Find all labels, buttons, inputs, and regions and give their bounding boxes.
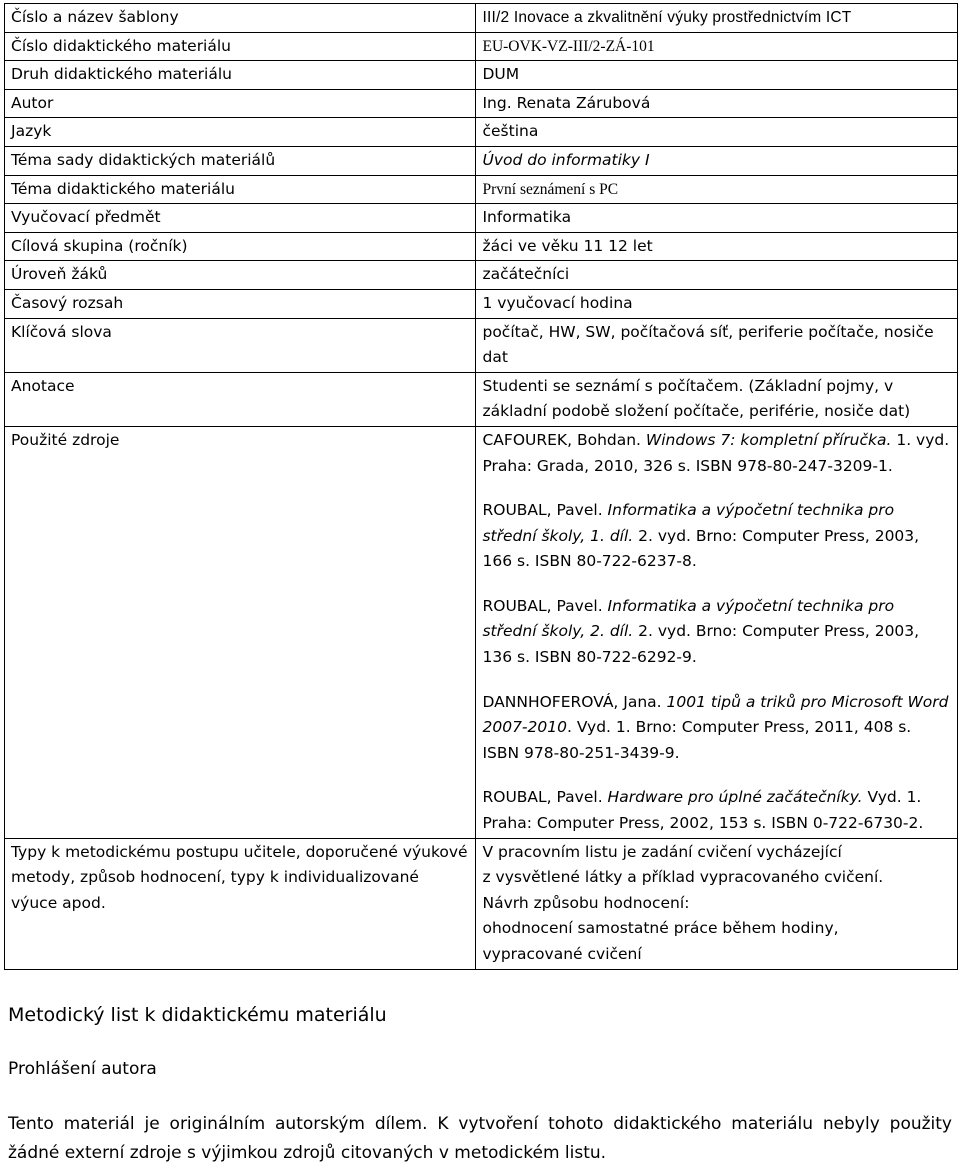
declaration-text: Tento materiál je originálním autorským dílem. K vytvoření tohoto didaktického materiálu nebyly použity žádné externí zdroje s výjimkou zdrojů citovaných v metodickém listu.: [8, 1114, 952, 1163]
methods-line: z vysvětlené látky a příklad vypracovaného cvičení.: [482, 868, 884, 887]
table-row: [5, 261, 958, 290]
methods-line: V pracovním listu je zadání cvičení vycházející: [482, 842, 842, 861]
row-value: III/2 Inovace a zkvalitnění výuky prostřednictvím ICT: [476, 4, 958, 33]
metadata-table: [4, 3, 958, 970]
source-details: 2. vyd. Brno: Computer Press, 2003, 136 s. ISBN 80-722-6292-9.: [482, 622, 920, 667]
row-value: EU-OVK-VZ-III/2-ZÁ-101: [476, 32, 958, 61]
table-row: [5, 838, 958, 969]
source-entry: [482, 428, 951, 479]
source-title: Informatika a výpočetní technika pro střední školy, 2. díl.: [482, 596, 895, 641]
source-entry: [482, 594, 951, 671]
row-label: Anotace: [5, 372, 476, 426]
table-row: [5, 32, 958, 61]
row-label: Typy k metodickému postupu učitele, doporučené výukové metody, způsob hodnocení, typy k individualizované výuce apod.: [5, 838, 476, 969]
row-value: [476, 146, 958, 175]
table-row: [5, 118, 958, 147]
table-row: [5, 289, 958, 318]
row-label: Úroveň žáků: [5, 261, 476, 290]
table-row: [5, 232, 958, 261]
document: [4, 3, 958, 970]
row-value: žáci ve věku 11 12 let: [476, 232, 958, 261]
source-author: CAFOUREK, Bohdan.: [482, 430, 646, 449]
row-label: Jazyk: [5, 118, 476, 147]
row-label: Číslo didaktického materiálu: [5, 32, 476, 61]
table-row: [5, 175, 958, 204]
row-label: Autor: [5, 89, 476, 118]
table-row: [5, 426, 958, 838]
table-row: [5, 372, 958, 426]
source-author: ROUBAL, Pavel.: [482, 501, 608, 520]
source-entry: [482, 690, 951, 767]
row-value: začátečníci: [476, 261, 958, 290]
source-title: Windows 7: kompletní příručka.: [645, 430, 892, 449]
table-row: [5, 89, 958, 118]
table-row: [5, 61, 958, 90]
source-author: ROUBAL, Pavel.: [482, 596, 608, 615]
row-value: Studenti se seznámí s počítačem. (Základní pojmy, v základní podobě složení počítače, periférie, nosiče dat): [476, 372, 958, 426]
row-value: 1 vyučovací hodina: [476, 289, 958, 318]
source-entry: [482, 498, 951, 575]
methodical-sheet-heading: Metodický list k didaktickému materiálu: [8, 1004, 387, 1026]
row-value: Informatika: [476, 204, 958, 233]
source-details: Vyd. 1. Praha: Computer Press, 2002, 153 s. ISBN 0-722-6730-2.: [482, 788, 924, 833]
row-label: Klíčová slova: [5, 318, 476, 372]
author-declaration-heading: Prohlášení autora: [8, 1059, 157, 1079]
row-value-italic: Úvod do informatiky I: [482, 150, 650, 169]
row-label: Vyučovací předmět: [5, 204, 476, 233]
row-value: Ing. Renata Zárubová: [476, 89, 958, 118]
row-label: Téma sady didaktických materiálů: [5, 146, 476, 175]
row-label: Číslo a název šablony: [5, 4, 476, 33]
source-details: 1. vyd. Praha: Grada, 2010, 326 s. ISBN 978-80-247-3209-1.: [482, 430, 950, 475]
row-label: Použité zdroje: [5, 426, 476, 838]
row-value: DUM: [476, 61, 958, 90]
source-title: Informatika a výpočetní technika pro střední školy, 1. díl.: [482, 501, 895, 545]
methods-cell: [476, 838, 958, 969]
table-row: [5, 204, 958, 233]
table-row: [5, 146, 958, 175]
row-label: Cílová skupina (ročník): [5, 232, 476, 261]
table-row: [5, 318, 958, 372]
source-details: . Vyd. 1. Brno: Computer Press, 2011, 408 s. ISBN 978-80-251-3439-9.: [482, 718, 912, 762]
source-title: Hardware pro úplné začátečníky.: [607, 788, 863, 807]
source-author: DANNHOFEROVÁ, Jana.: [482, 692, 667, 711]
methods-line: vypracované cvičení: [482, 945, 642, 963]
methods-line: Návrh způsobu hodnocení:: [482, 893, 690, 912]
source-details: 2. vyd. Brno: Computer Press, 2003, 166 s. ISBN 80-722-6237-8.: [482, 526, 920, 571]
table-row: [5, 4, 958, 33]
row-label: Téma didaktického materiálu: [5, 175, 476, 204]
row-value: čeština: [476, 118, 958, 147]
row-value: První seznámení s PC: [476, 175, 958, 204]
row-value: počítač, HW, SW, počítačová síť, periferie počítače, nosiče dat: [476, 318, 958, 372]
methods-line: ohodnocení samostatné práce během hodiny,: [482, 919, 839, 938]
sources-cell: [476, 426, 958, 838]
source-title: 1001 tipů a triků pro Microsoft Word 2007-2010: [482, 692, 949, 737]
row-label: Druh didaktického materiálu: [5, 61, 476, 90]
source-author: ROUBAL, Pavel.: [482, 788, 608, 807]
row-label: Časový rozsah: [5, 289, 476, 318]
source-entry: [482, 785, 951, 836]
